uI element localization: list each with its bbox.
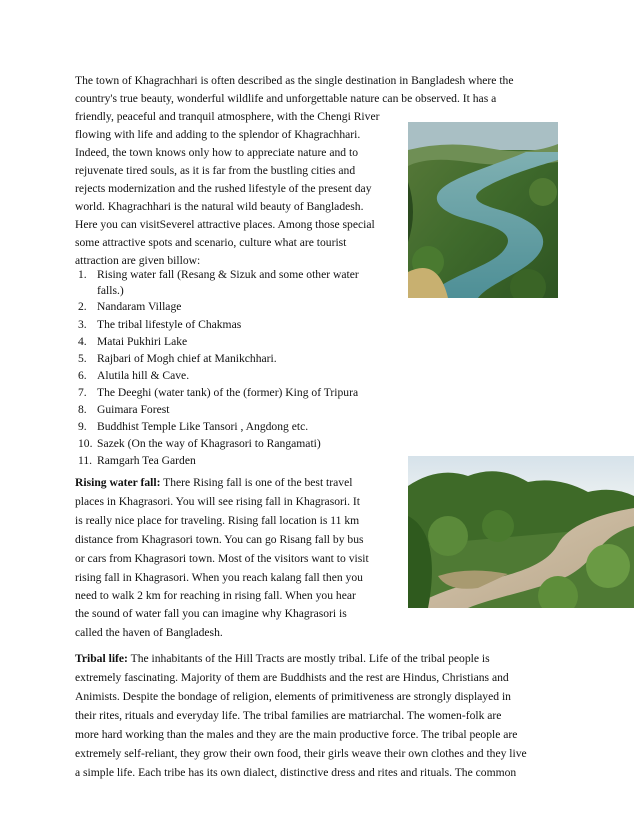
section-line: need to walk 2 km for reaching in rising fall. When you hear [75,589,356,602]
section-line: a simple life. Each tribe has its own dialect, distinctive dress and rites and rituals. The common [75,766,517,779]
intro-line: rejuvenate tired souls, as it is far from the bustling cities and [75,164,356,177]
list-number: 3. [78,318,87,331]
intro-line: country's true beauty, wonderful wildlife and unforgettable nature can be observed. It has a [75,92,497,105]
section-first-line [75,476,352,490]
intro-line: friendly, peaceful and tranquil atmosphere, with the Chengi River [75,110,380,123]
list-text: The tribal lifestyle of Chakmas [97,318,242,331]
intro-line: some attractive spots and scenario, culture what are tourist [75,236,347,249]
section-line: is really nice place for traveling. Rising fall location is 11 km [75,514,360,527]
list-number: 11. [78,454,93,467]
list-text: Guimara Forest [97,403,170,416]
section-line: more hard working than the males and they are the main productive force. The tribal people are [75,728,518,741]
river-valley-photo [408,122,558,298]
intro-line: Here you can visitSeverel attractive places. Among those special [75,218,375,231]
section-line: or cars from Khagrasori town. Most of the visitors want to visit [75,552,369,565]
list-text: Rising water fall (Resang & Sizuk and some other water [97,268,359,281]
list-number: 10. [78,437,93,450]
section-heading: Tribal life: [75,652,128,665]
section-heading: Rising water fall: [75,476,161,489]
list-text: Matai Pukhiri Lake [97,335,188,348]
section-line: places in Khagrasori. You will see rising fall in Khagrasori. It [75,495,360,508]
section-line: distance from Khagrasori town. You can go Risang fall by bus [75,533,364,546]
list-number: 1. [78,268,87,281]
intro-line: world. Khagrachhari is the natural wild beauty of Bangladesh. [75,200,364,213]
list-text: falls.) [97,284,124,297]
list-number: 8. [78,403,87,416]
list-text: Buddhist Temple Like Tansori , Angdong etc. [97,420,309,433]
list-text: Ramgarh Tea Garden [97,454,196,467]
section-line: Animists. Despite the bondage of religion, elements of primitiveness are strongly displayed in [75,690,511,703]
list-text: Sazek (On the way of Khagrasori to Rangamati) [97,437,321,450]
list-number: 4. [78,335,87,348]
intro-line: flowing with life and adding to the splendor of Khagrachhari. [75,128,361,141]
section-line: called the haven of Bangladesh. [75,626,223,639]
section-text: The inhabitants of the Hill Tracts are mostly tribal. Life of the tribal people is [127,652,490,665]
section-line: the sound of water fall you can imagine why Khagrasori is [75,607,347,620]
intro-line: The town of Khagrachhari is often described as the single destination in Bangladesh where the [75,74,514,87]
list-number: 5. [78,352,87,365]
river-bend-photo [408,456,634,608]
list-text: The Deeghi (water tank) of the (former) King of Tripura [97,386,359,399]
section-line: rising fall in Khagrasori. When you reach kalang fall then you [75,571,363,584]
section-line: extremely fascinating. Majority of them are Buddhists and the rest are Hindus, Christians and [75,671,509,684]
section-line: extremely self-reliant, they grow their own food, their girls weave their own clothes and they live [75,747,527,760]
list-number: 2. [78,300,87,313]
list-number: 7. [78,386,87,399]
intro-line: Indeed, the town knows only how to appreciate nature and to [75,146,358,159]
list-number: 9. [78,420,87,433]
intro-line: attraction are given billow: [75,254,201,267]
list-number: 6. [78,369,87,382]
list-text: Alutila hill & Cave. [97,369,190,382]
section-text: There Rising fall is one of the best travel [160,476,353,489]
list-text: Nandaram Village [97,300,182,313]
section-first-line [75,652,490,666]
intro-line: rejects modernization and the rushed lifestyle of the present day [75,182,372,195]
section-line: their rites, rituals and everyday life. The tribal families are matriarchal. The women-folk are [75,709,502,722]
list-text: Rajbari of Mogh chief at Manikchhari. [97,352,277,365]
